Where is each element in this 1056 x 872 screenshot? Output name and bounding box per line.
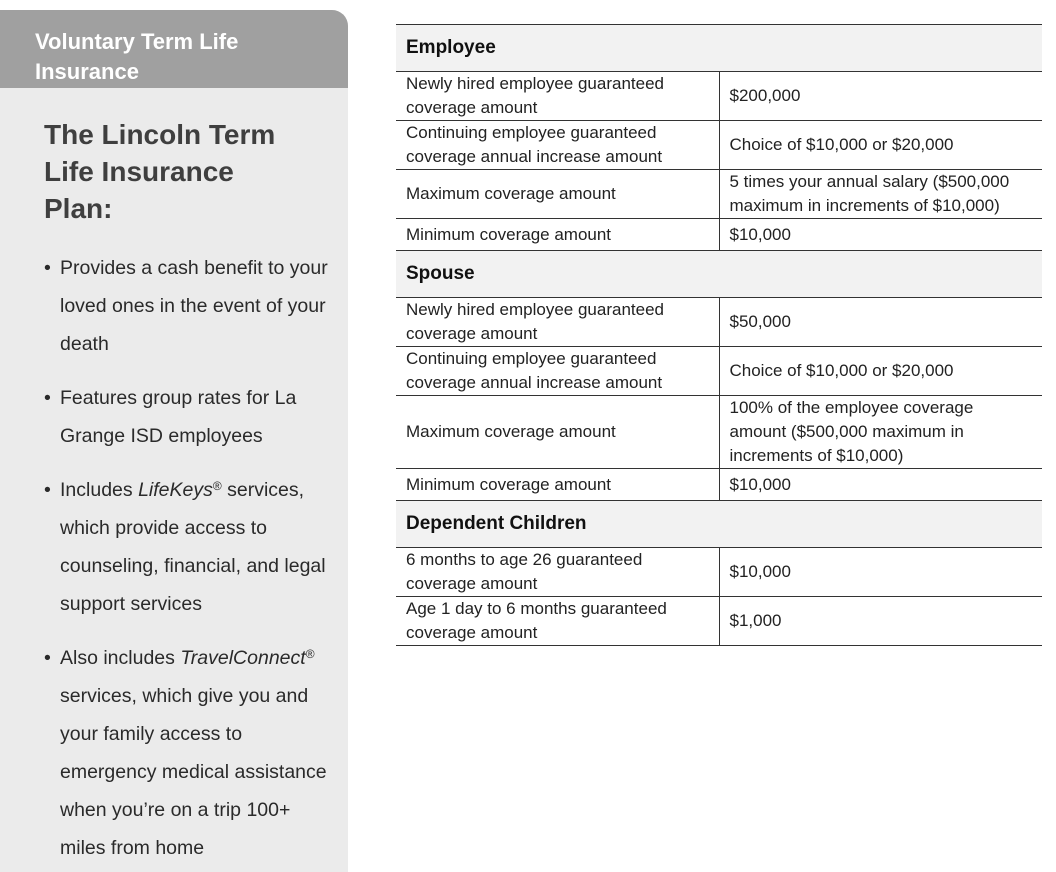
section-heading-spouse: Spouse — [396, 251, 1042, 298]
coverage-value: Choice of $10,000 or $20,000 — [719, 121, 1042, 170]
coverage-label: Continuing employee guaranteed coverage annual increase amount — [396, 347, 719, 396]
coverage-label: Newly hired employee guaranteed coverage amount — [396, 298, 719, 347]
coverage-value: $200,000 — [719, 72, 1042, 121]
section-header-row — [396, 25, 1042, 72]
plan-title: The Lincoln Term Life Insurance Plan: — [44, 119, 276, 224]
benefit-text-post: services, which provide access to counseling, financial, and legal support services — [60, 479, 326, 615]
benefit-text-pre: Includes — [60, 479, 139, 501]
section-heading-employee: Employee — [396, 25, 1042, 72]
coverage-table — [396, 24, 1042, 646]
registered-mark: ® — [212, 479, 222, 493]
section-header-row — [396, 501, 1042, 548]
sidebar-header: Voluntary Term Life Insurance — [0, 10, 348, 88]
bullet-icon: • — [44, 647, 51, 669]
coverage-label: Newly hired employee guaranteed coverage amount — [396, 72, 719, 121]
benefit-item — [0, 639, 348, 867]
table-row — [396, 72, 1042, 121]
coverage-label: Maximum coverage amount — [396, 170, 719, 219]
info-sidebar — [0, 10, 348, 872]
bullet-icon: • — [44, 257, 51, 279]
registered-mark: ® — [305, 647, 315, 661]
benefit-list — [0, 249, 348, 867]
coverage-value: $10,000 — [719, 548, 1042, 597]
coverage-label: Minimum coverage amount — [396, 469, 719, 501]
coverage-value: $10,000 — [719, 219, 1042, 251]
benefit-text-pre: Also includes — [60, 647, 181, 669]
bullet-icon: • — [44, 479, 51, 501]
coverage-value: $50,000 — [719, 298, 1042, 347]
table-row — [396, 347, 1042, 396]
table-row — [396, 298, 1042, 347]
coverage-value: $10,000 — [719, 469, 1042, 501]
benefit-text: Features group rates for La Grange ISD employees — [60, 387, 297, 447]
benefit-text: Provides a cash benefit to your loved ones in the event of your death — [60, 257, 328, 355]
coverage-label: Age 1 day to 6 months guaranteed coverage amount — [396, 597, 719, 646]
benefit-item — [0, 249, 348, 363]
coverage-value: $1,000 — [719, 597, 1042, 646]
coverage-value: 100% of the employee coverage amount ($500,000 maximum in increments of $10,000) — [719, 396, 1042, 469]
section-heading-children: Dependent Children — [396, 501, 1042, 548]
coverage-label: Continuing employee guaranteed coverage annual increase amount — [396, 121, 719, 170]
table-row — [396, 170, 1042, 219]
coverage-value: Choice of $10,000 or $20,000 — [719, 347, 1042, 396]
coverage-label: 6 months to age 26 guaranteed coverage amount — [396, 548, 719, 597]
coverage-label: Minimum coverage amount — [396, 219, 719, 251]
table-row — [396, 121, 1042, 170]
table-row — [396, 396, 1042, 469]
benefit-item — [0, 379, 348, 455]
table-row — [396, 219, 1042, 251]
benefit-text-post: services, which give you and your family access to emergency medical assistance when you’re on a trip 100+ miles from home — [60, 685, 327, 859]
table-row — [396, 548, 1042, 597]
section-header-row — [396, 251, 1042, 298]
bullet-icon: • — [44, 387, 51, 409]
lifekeys-name: LifeKeys — [138, 479, 213, 501]
coverage-table-container — [396, 24, 1050, 646]
benefit-item — [0, 471, 348, 623]
travelconnect-name: TravelConnect — [180, 647, 306, 669]
coverage-label: Maximum coverage amount — [396, 396, 719, 469]
coverage-value: 5 times your annual salary ($500,000 maximum in increments of $10,000) — [719, 170, 1042, 219]
table-row — [396, 597, 1042, 646]
table-row — [396, 469, 1042, 501]
